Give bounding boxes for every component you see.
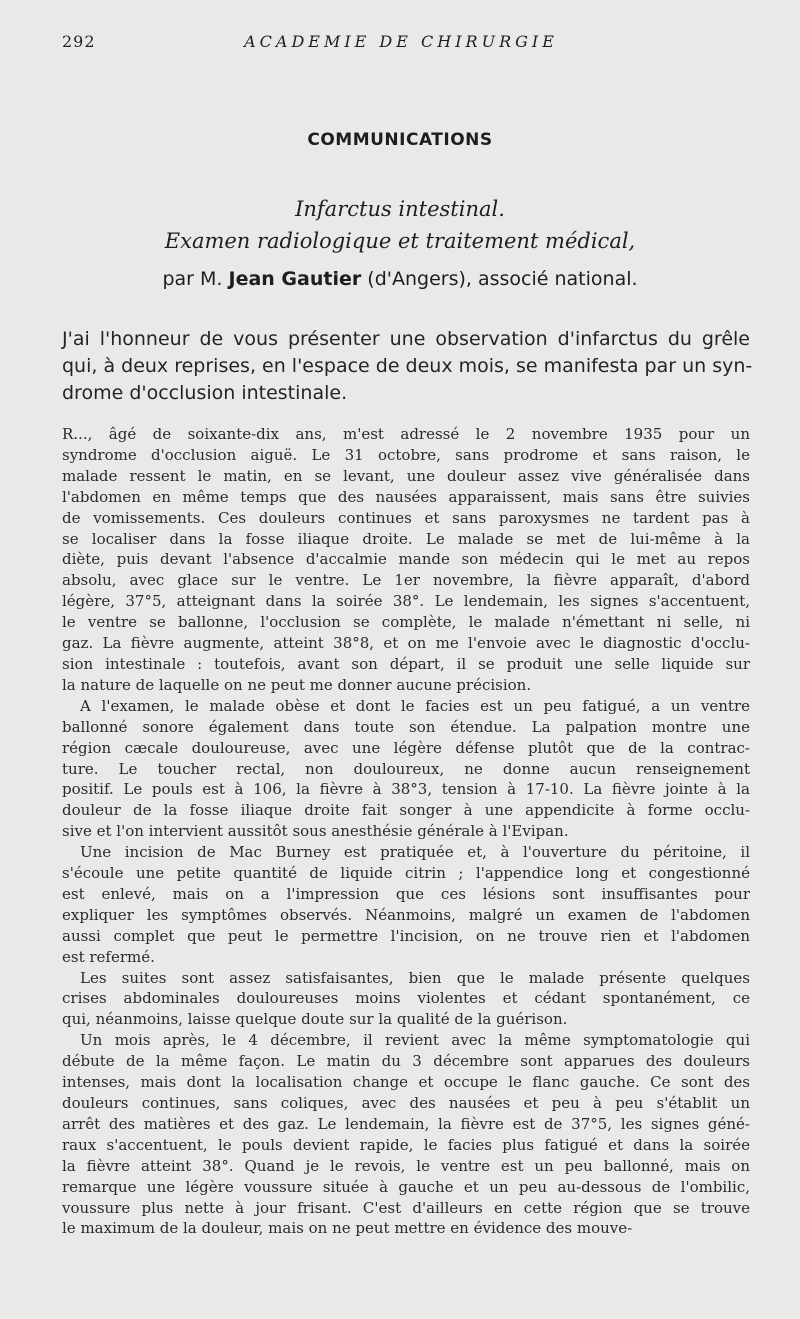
body-line: sion intestinale : toutefois, avant son départ, il se produit une selle liquide sur (62, 654, 750, 673)
body-line: se localiser dans la fosse iliaque droite. Le malade se met de lui-même à la (62, 529, 750, 548)
body-line: de vomissements. Ces douleurs continues et sans paroxysmes ne tardent pas à (62, 508, 750, 527)
body-line: syndrome d'occlusion aiguë. Le 31 octobre, sans prodrome et sans raison, le (62, 445, 750, 464)
body-line: qui, néanmoins, laisse quelque doute sur la qualité de la guérison. (62, 1010, 568, 1029)
body-line: est enlevé, mais on a l'impression que ces lésions sont insuffisantes pour (62, 884, 750, 903)
body-line: la fièvre atteint 38°. Quand je le revois, le ventre est un peu ballonné, mais on (62, 1156, 750, 1175)
body-line: l'abdomen en même temps que des nausées apparaissent, mais sans être suivies (62, 487, 750, 506)
intro-line: drome d'occlusion intestinale. (62, 382, 348, 404)
body-text (62, 424, 750, 1239)
article-title-line-2: Examen radiologique et traitement médical, (164, 229, 636, 253)
body-line: le ventre se ballonne, l'occlusion se complète, le malade n'émettant ni selle, ni (62, 613, 750, 632)
body-line: douleur de la fosse iliaque droite fait songer à une appendicite à forme occlu- (62, 801, 750, 820)
body-line: expliquer les symptômes observés. Néanmoins, malgré un examen de l'abdomen (62, 905, 750, 924)
body-line: positif. Le pouls est à 106, la fièvre à 38°3, tension à 17-10. La fièvre jointe à la (62, 780, 750, 799)
running-head (62, 32, 740, 56)
article-title (0, 193, 800, 257)
article-title-line-1: Infarctus intestinal. (295, 197, 505, 221)
body-line: malade ressent le matin, en se levant, une douleur assez vive généralisée dans (62, 466, 750, 485)
body-line: légère, 37°5, atteignant dans la soirée 38°. Le lendemain, les signes s'accentuent, (62, 592, 750, 611)
body-line: remarque une légère voussure située à gauche et un peu au-dessous de l'ombilic, (62, 1177, 750, 1196)
author-prefix: par M. (162, 268, 223, 290)
section-heading: COMMUNICATIONS (307, 130, 493, 150)
intro-line: J'ai l'honneur de vous présenter une observation d'infarctus du grêle (62, 328, 750, 350)
body-line: la nature de laquelle on ne peut me donner aucune précision. (62, 675, 532, 694)
body-line: s'écoule une petite quantité de liquide citrin ; l'appendice long et congestionné (62, 864, 750, 883)
body-line: débute de la même façon. Le matin du 3 décembre sont apparues des douleurs (62, 1052, 750, 1071)
body-line: le maximum de la douleur, mais on ne peut mettre en évidence des mouve- (62, 1219, 633, 1238)
body-line: diète, puis devant l'absence d'accalmie mande son médecin qui le met au repos (62, 550, 750, 569)
author-byline (0, 268, 800, 290)
body-line: sive et l'on intervient aussitôt sous anesthésie générale à l'Evipan. (62, 822, 569, 841)
body-line: douleurs continues, sans coliques, avec des nausées et peu à peu s'établit un (62, 1094, 750, 1112)
body-line: arrêt des matières et des gaz. Le lendemain, la fièvre est de 37°5, les signes géné- (62, 1114, 750, 1133)
body-line: ture. Le toucher rectal, non douloureux, ne donne aucun renseignement (62, 759, 750, 778)
body-line: absolu, avec glace sur le ventre. Le 1er novembre, la fièvre apparaît, d'abord (62, 571, 750, 590)
body-line: crises abdominales douloureuses moins violentes et cédant spontanément, ce (62, 989, 750, 1008)
body-line: gaz. La fièvre augmente, atteint 38°8, et on me l'envoie avec le diagnostic d'occlu- (62, 634, 750, 653)
page-number: 292 (62, 32, 96, 51)
body-line: raux s'accentuent, le pouls devient rapide, le facies plus fatigué et dans la soirée (62, 1135, 750, 1154)
author-name: Jean Gautier (228, 268, 362, 290)
body-line: Une incision de Mac Burney est pratiquée et, à l'ouverture du péritoine, il (80, 843, 750, 862)
body-line: A l'examen, le malade obèse et dont le facies est un peu fatigué, a un ventre (80, 696, 750, 715)
body-line: voussure plus nette à jour frisant. C'est d'ailleurs en cette région que se trouve (62, 1198, 750, 1217)
body-line: est refermé. (62, 947, 155, 966)
intro-line: qui, à deux reprises, en l'espace de deux mois, se manifesta par un syn- (62, 355, 753, 377)
body-line: aussi complet que peut le permettre l'incision, on ne trouve rien et l'abdomen (62, 926, 750, 945)
body-line: R..., âgé de soixante-dix ans, m'est adressé le 2 novembre 1935 pour un (62, 425, 750, 443)
body-line: ballonné sonore également dans toute son étendue. La palpation montre une (62, 717, 750, 736)
intro-paragraph (62, 326, 753, 407)
journal-title: ACADEMIE DE CHIRURGIE (244, 32, 558, 51)
body-line: Les suites sont assez satisfaisantes, bien que le malade présente quelques (80, 968, 750, 987)
body-line: région cæcale douloureuse, avec une légère défense plutôt que de la contrac- (62, 738, 750, 757)
body-line: intenses, mais dont la localisation change et occupe le flanc gauche. Ce sont des (62, 1073, 750, 1092)
body-line: Un mois après, le 4 décembre, il revient avec la même symptomatologie qui (80, 1031, 750, 1050)
author-affiliation: (d'Angers), associé national. (367, 268, 638, 290)
